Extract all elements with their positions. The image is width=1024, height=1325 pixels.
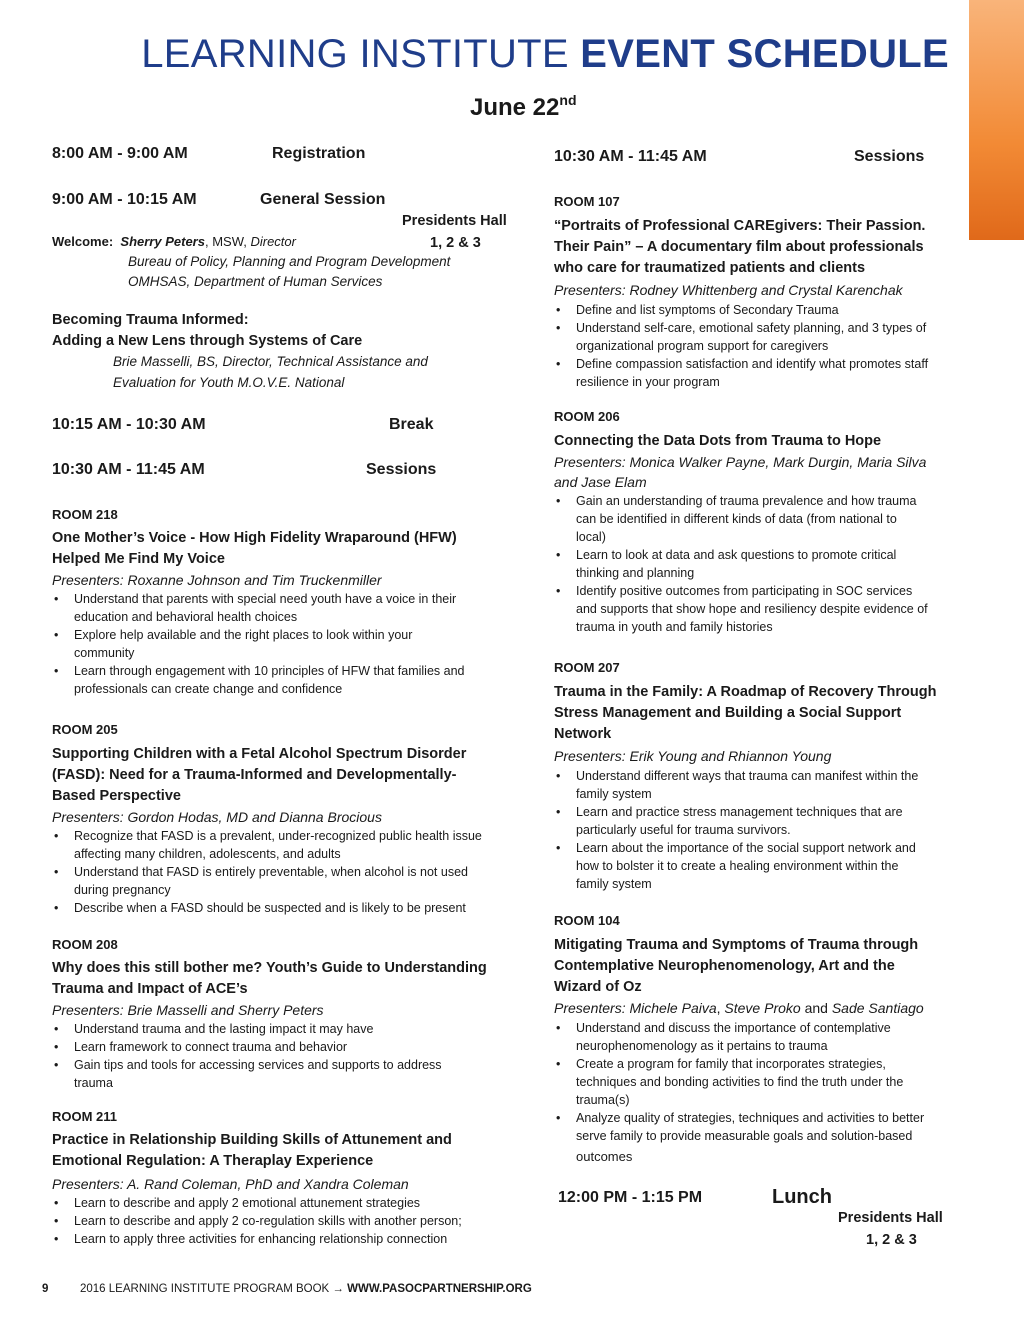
- room-107-bullets: [554, 301, 994, 391]
- bullet-item: • Identify positive outcomes from participating in SOC services and supports that show hope and resiliency despite evidence of trauma in youth and family histories: [554, 582, 994, 636]
- bullet-item: • Understand and discuss the importance of contemplative neurophenomenology as it pertains to trauma: [554, 1019, 994, 1055]
- room-211-presenters: Presenters: A. Rand Coleman, PhD and Xandra Coleman: [52, 1176, 409, 1192]
- footer-url-link[interactable]: WWW.PASOCPARTNERSHIP.ORG: [343, 1283, 532, 1295]
- bullet-item: • Learn and practice stress management techniques that are particularly useful for trauma survivors.: [554, 803, 994, 839]
- room-205-title-3: Based Perspective: [52, 788, 181, 804]
- arrow-right-icon: →: [332, 1283, 344, 1295]
- room-206-bullets: [554, 492, 994, 636]
- footer-book-title: 2016 LEARNING INSTITUTE PROGRAM BOOK: [80, 1283, 333, 1295]
- registration-time: 8:00 AM - 9:00 AM: [52, 145, 188, 162]
- keynote-title-2: Adding a New Lens through Systems of Care: [52, 333, 363, 349]
- room-211-bullets: [52, 1194, 522, 1248]
- page-number: 9: [42, 1283, 49, 1295]
- registration-label: Registration: [272, 145, 366, 162]
- room-207-label: ROOM 207: [554, 660, 620, 675]
- room-208-title-1: Why does this still bother me? Youth’s Guide to Understanding: [52, 960, 487, 976]
- welcome-line: Welcome: Sherry Peters, MSW, Director: [52, 234, 296, 249]
- bullet-item: • Gain an understanding of trauma prevalence and how trauma can be identified in different kinds of data (from national to local): [554, 492, 994, 546]
- bullet-item: • Learn about the importance of the social support network and how to bolster it to create a healing environment within the family system: [554, 839, 994, 893]
- room-205-presenters: Presenters: Gordon Hodas, MD and Dianna Brocious: [52, 809, 382, 825]
- room-205-title-1: Supporting Children with a Fetal Alcohol Spectrum Disorder: [52, 746, 467, 762]
- keynote-speaker-2: Evaluation for Youth M.O.V.E. National: [113, 375, 345, 390]
- room-207-title-3: Network: [554, 726, 612, 742]
- room-207-presenters: Presenters: Erik Young and Rhiannon Young: [554, 748, 832, 764]
- room-218-presenters: Presenters: Roxanne Johnson and Tim Truckenmiller: [52, 572, 382, 588]
- bullet-item: • Describe when a FASD should be suspected and is likely to be present: [52, 899, 522, 917]
- room-107-title-3: who care for traumatized patients and clients: [554, 260, 866, 276]
- right-sessions-time: 10:30 AM - 11:45 AM: [554, 148, 707, 165]
- room-104-title-3: Wizard of Oz: [554, 979, 642, 995]
- page-title: LEARNING INSTITUTE EVENT SCHEDULE: [141, 32, 949, 76]
- room-218-bullets: [52, 590, 522, 698]
- general-session-location-rooms: 1, 2 & 3: [430, 235, 481, 251]
- room-205-bullets: [52, 827, 522, 917]
- room-206-label: ROOM 206: [554, 409, 620, 424]
- page-footer: [42, 1283, 532, 1295]
- general-session-label: General Session: [260, 191, 386, 208]
- lunch-label: Lunch: [772, 1186, 832, 1208]
- room-104-title-2: Contemplative Neurophenomenology, Art and the: [554, 958, 895, 974]
- lunch-time: 12:00 PM - 1:15 PM: [558, 1189, 703, 1206]
- room-107-title-1: “Portraits of Professional CAREgivers: Their Passion.: [554, 218, 926, 234]
- bullet-item: • Learn to describe and apply 2 emotional attunement strategies: [52, 1194, 522, 1212]
- right-sessions-label: Sessions: [854, 148, 925, 165]
- room-205-title-2: (FASD): Need for a Trauma-Informed and Developmentally-: [52, 767, 457, 783]
- bullet-item: • Define compassion satisfaction and identify what promotes staff resilience in your program: [554, 355, 994, 391]
- lunch-location: Presidents Hall: [838, 1210, 943, 1226]
- left-sessions-label: Sessions: [366, 461, 437, 478]
- bullet-item: • Gain tips and tools for accessing services and supports to address trauma: [52, 1056, 522, 1092]
- orange-accent-bar: [969, 0, 1024, 240]
- room-206-title: Connecting the Data Dots from Trauma to Hope: [554, 433, 882, 449]
- keynote-speaker-1: Brie Masselli, BS, Director, Technical Assistance and: [113, 354, 428, 369]
- room-208-label: ROOM 208: [52, 937, 118, 952]
- welcome-org-1: Bureau of Policy, Planning and Program Development: [128, 254, 451, 269]
- left-sessions-time: 10:30 AM - 11:45 AM: [52, 461, 205, 478]
- room-205-label: ROOM 205: [52, 722, 118, 737]
- bullet-item: • Understand that FASD is entirely preventable, when alcohol is not used during pregnancy: [52, 863, 522, 899]
- room-107-presenters: Presenters: Rodney Whittenberg and Crystal Karenchak: [554, 282, 903, 298]
- room-208-bullets: [52, 1020, 522, 1092]
- bullet-item: • Explore help available and the right places to look within your community: [52, 626, 522, 662]
- bullet-item: • Understand that parents with special need youth have a voice in their education and behavioral health choices: [52, 590, 522, 626]
- room-206-presenters-1: Presenters: Monica Walker Payne, Mark Durgin, Maria Silva: [554, 454, 927, 470]
- room-211-label: ROOM 211: [52, 1109, 118, 1124]
- room-107-title-2: Their Pain” – A documentary film about professionals: [554, 239, 924, 255]
- room-218-label: ROOM 218: [52, 507, 118, 522]
- room-206-presenters-2: and Jase Elam: [554, 474, 647, 490]
- welcome-org-2: OMHSAS, Department of Human Services: [128, 274, 383, 289]
- bullet-item: • Learn to apply three activities for enhancing relationship connection: [52, 1230, 522, 1248]
- break-label: Break: [389, 416, 434, 433]
- room-104-presenters: Presenters: Michele Paiva, Steve Proko and Sade Santiago: [554, 1000, 924, 1016]
- room-104-title-1: Mitigating Trauma and Symptoms of Trauma through: [554, 937, 919, 953]
- event-date: June 22nd: [470, 92, 577, 121]
- break-time: 10:15 AM - 10:30 AM: [52, 416, 206, 433]
- lunch-location-rooms: 1, 2 & 3: [866, 1232, 917, 1248]
- room-218-title-2: Helped Me Find My Voice: [52, 551, 225, 567]
- bullet-item: • Understand different ways that trauma can manifest within the family system: [554, 767, 994, 803]
- bullet-item: • Recognize that FASD is a prevalent, under-recognized public health issue affecting many children, adolescents, and adults: [52, 827, 522, 863]
- keynote-title-1: Becoming Trauma Informed:: [52, 312, 249, 328]
- bullet-item: • Understand trauma and the lasting impact it may have: [52, 1020, 522, 1038]
- room-208-presenters: Presenters: Brie Masselli and Sherry Peters: [52, 1002, 324, 1018]
- room-104-bullets: [554, 1019, 994, 1166]
- room-211-title-2: Emotional Regulation: A Theraplay Experience: [52, 1153, 374, 1169]
- bullet-item: • Understand self-care, emotional safety planning, and 3 types of organizational program support for caregivers: [554, 319, 994, 355]
- bullet-item: • Analyze quality of strategies, techniques and activities to better serve family to provide measurable goals and solution-based outcomes: [554, 1109, 994, 1166]
- room-211-title-1: Practice in Relationship Building Skills of Attunement and: [52, 1132, 452, 1148]
- room-104-label: ROOM 104: [554, 913, 620, 928]
- general-session-time: 9:00 AM - 10:15 AM: [52, 191, 197, 208]
- room-208-title-2: Trauma and Impact of ACE’s: [52, 981, 248, 997]
- bullet-item: • Learn to describe and apply 2 co-regulation skills with another person;: [52, 1212, 522, 1230]
- room-207-title-2: Stress Management and Building a Social Support: [554, 705, 902, 721]
- room-107-label: ROOM 107: [554, 194, 620, 209]
- room-207-title-1: Trauma in the Family: A Roadmap of Recovery Through: [554, 684, 937, 700]
- bullet-item: • Learn framework to connect trauma and behavior: [52, 1038, 522, 1056]
- bullet-item: • Create a program for family that incorporates strategies, techniques and bonding activities to find the truth under the trauma(s): [554, 1055, 994, 1109]
- room-218-title-1: One Mother’s Voice - How High Fidelity Wraparound (HFW): [52, 530, 457, 546]
- general-session-location: Presidents Hall: [402, 213, 507, 229]
- bullet-item: • Define and list symptoms of Secondary Trauma: [554, 301, 994, 319]
- room-207-bullets: [554, 767, 994, 893]
- bullet-item: • Learn to look at data and ask questions to promote critical thinking and planning: [554, 546, 994, 582]
- bullet-item: • Learn through engagement with 10 principles of HFW that families and professionals can create change and confidence: [52, 662, 522, 698]
